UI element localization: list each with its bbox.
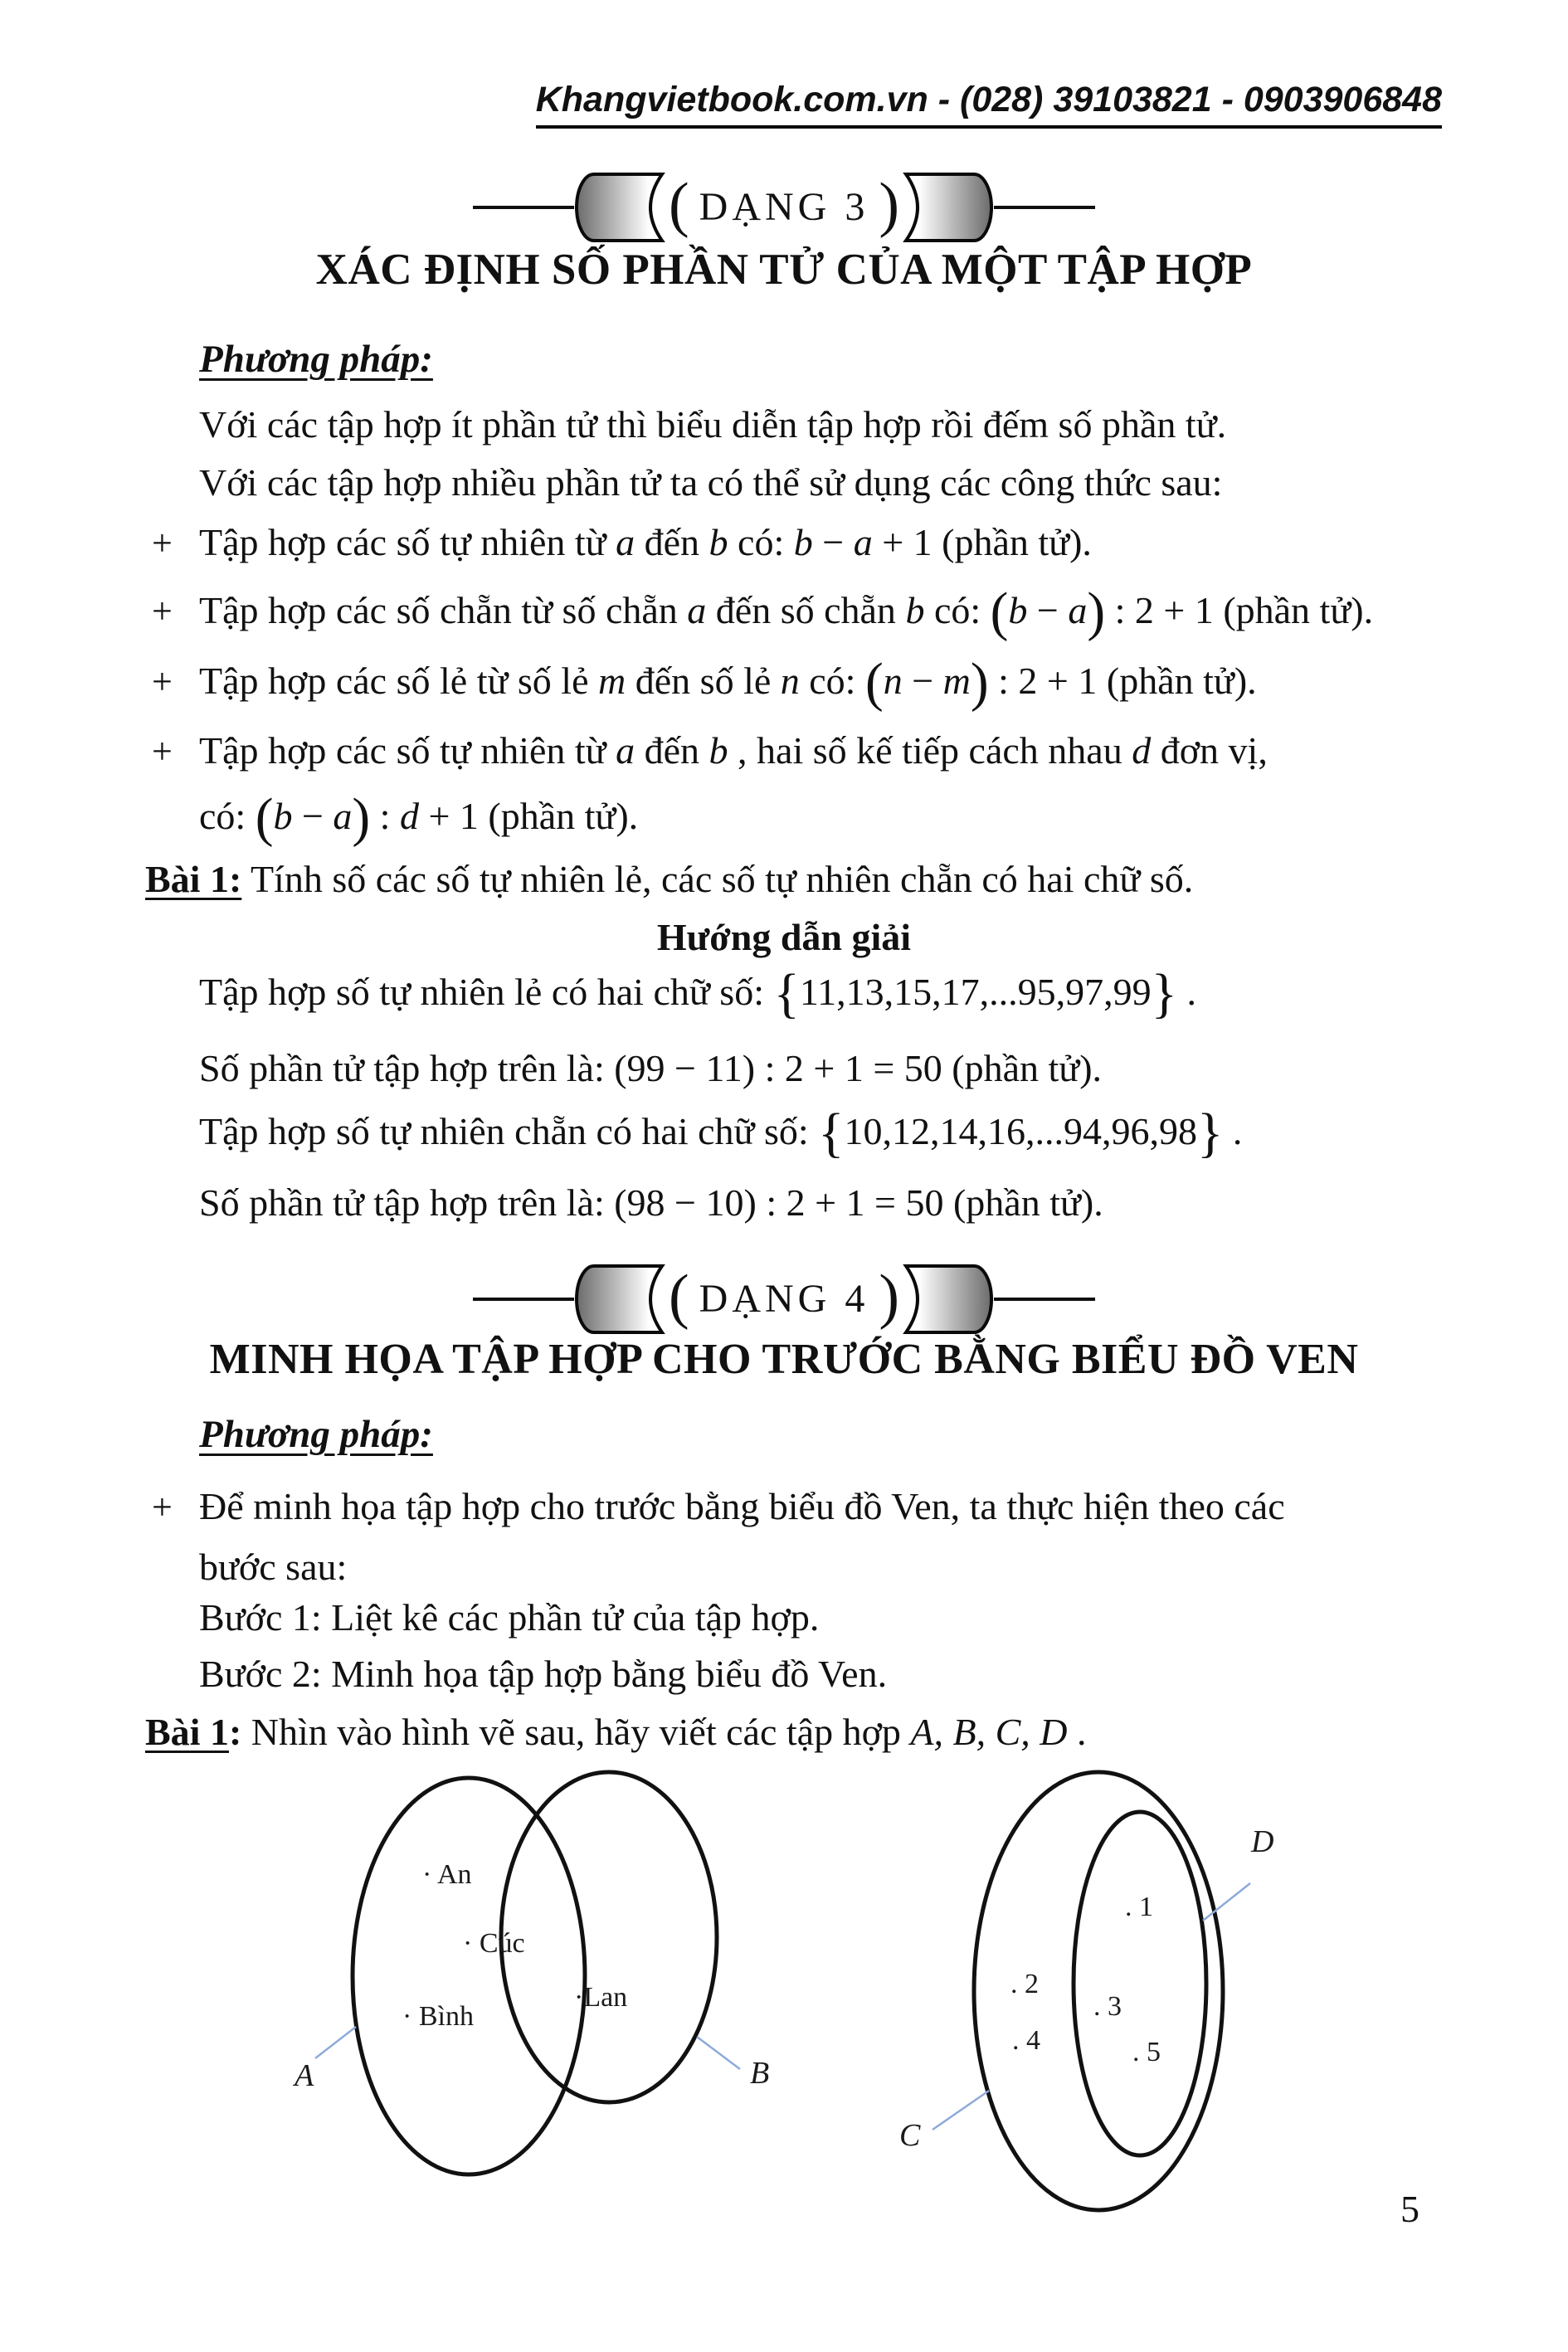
exercise-label: Bài 1: [145,858,242,900]
dang3-intro-line1: Với các tập hợp ít phần tử thì biểu diễn tập hợp rồi đếm số phần tử. [199,403,1227,446]
banner-rule-right [994,1298,1095,1301]
element-1: . 1 [1125,1892,1153,1922]
formula-bullet-1 [152,516,1092,570]
dang4-method-bullet [152,1477,1285,1597]
bullet-text: Tập hợp các số tự nhiên từ a đến b , hai số kế tiếp cách nhau d đơn vị, [199,729,1268,772]
set-b-ellipse [501,1772,717,2102]
set-d-label: D [1251,1824,1274,1859]
banner-rule-left [473,206,574,209]
exercise-text: Tính số các số tự nhiên lẻ, các số tự nhiên chẵn có hai chữ số. [241,858,1194,900]
bullet-marker: + [152,731,173,772]
banner-ribbon-right-icon [901,171,994,244]
set-a-ellipse [353,1778,585,2174]
page-number: 5 [1400,2188,1419,2230]
solution-line-3: Tập hợp số tự nhiên chẵn có hai chữ số: {10,12,14,16,...94,96,98} . [199,1103,1243,1163]
banner-rule-right [994,206,1095,209]
set-c-label: C [899,2118,921,2153]
bullet-line-1 [152,1477,1285,1537]
element-3: . 3 [1093,1991,1122,2022]
bullet-marker: + [152,591,173,631]
label-b-callout-line [697,2037,740,2069]
solution-line-4: Số phần tử tập hợp trên là: (98 − 10) : 2 + 1 = 50 (phần tử). [199,1181,1103,1224]
element-5: . 5 [1132,2037,1161,2067]
dang4-banner [473,1263,1095,1336]
exercise-text: Nhìn vào hình vẽ sau, hãy viết các tập hợp A, B, C, D . [241,1711,1087,1753]
dang3-method-label: Phương pháp: [199,338,433,381]
set-a-label: A [295,2058,314,2093]
element-lan: ·Lan [574,1982,628,2013]
set-d-ellipse [1074,1812,1206,2155]
dang3-exercise-1 [145,853,1193,906]
solution-heading: Hướng dẫn giải [656,916,912,958]
page-header [536,80,1442,129]
dang3-banner-label: DẠNG 3 [699,185,869,229]
formula-bullet-3 [152,652,1257,713]
formula-bullet-2 [152,582,1374,642]
solution-line-2: Số phần tử tập hợp trên là: (99 − 11) : 2 + 1 = 50 (phần tử). [199,1047,1103,1089]
exercise-label: Bài 1 [145,1711,229,1753]
set-b-label: B [750,2056,770,2091]
element-4: . 4 [1012,2025,1040,2056]
dang3-title: XÁC ĐỊNH SỐ PHẦN TỬ CỦA MỘT TẬP HỢP [315,246,1253,294]
element-2: . 2 [1010,1969,1039,1999]
bullet-text: Tập hợp các số chẵn từ số chẵn a đến số chẵn b có: (b − a) : 2 + 1 (phần tử). [199,582,1374,642]
banner-ribbon-left-icon [574,171,667,244]
bullet-text: Tập hợp các số lẻ từ số lẻ m đến số lẻ n có: (n − m) : 2 + 1 (phần tử). [199,652,1257,713]
element-binh: · Bình [402,2001,474,2032]
dang4-title: MINH HỌA TẬP HỢP CHO TRƯỚC BẰNG BIỂU ĐỒ VEN [209,1336,1359,1383]
solution-line-1: Tập hợp số tự nhiên lẻ có hai chữ số: {11,13,15,17,...95,97,99} . [199,963,1197,1024]
element-an: · An [422,1859,472,1890]
label-a-callout-line [315,2027,356,2058]
bullet-line-2: bước sau: [199,1546,348,1588]
dang4-step-1: Bước 1: Liệt kê các phần tử của tập hợp. [199,1596,820,1639]
bullet-text: Tập hợp các số tự nhiên từ a đến b có: b − a + 1 (phần tử). [199,521,1092,563]
bullet-marker: + [152,523,173,563]
element-cuc: · Cúc [463,1928,525,1959]
banner-ribbon-left-icon [574,1263,667,1336]
formula-bullet-4 [152,718,1268,849]
banner-paren-open: ( [669,171,689,239]
bullet-text: Để minh họa tập hợp cho trước bằng biểu đồ Ven, ta thực hiện theo các [199,1485,1285,1527]
header-text: Khangvietbook.com.vn - (028) 39103821 - 0903906848 [535,80,1442,119]
dang4-banner-label: DẠNG 4 [699,1277,869,1321]
banner-ribbon-right-icon [901,1263,994,1336]
banner-paren-close: ) [879,171,899,239]
dang4-step-2: Bước 2: Minh họa tập hợp bằng biểu đồ Ven. [199,1653,888,1695]
bullet-marker: + [152,661,173,702]
dang3-banner [473,171,1095,244]
banner-paren-open: ( [669,1263,689,1331]
venn-diagram-right [879,1751,1344,2248]
banner-paren-close: ) [879,1263,899,1331]
bullet-line-2: có: (b − a) : d + 1 (phần tử). [199,787,639,848]
dang4-method-label: Phương pháp: [199,1413,433,1456]
banner-rule-left [473,1298,574,1301]
dang3-intro-line2: Với các tập hợp nhiều phần tử ta có thể sử dụng các công thức sau: [199,461,1223,504]
exercise-colon: : [228,1711,242,1753]
bullet-marker: + [152,1487,173,1527]
label-c-callout-line [933,2091,989,2130]
bullet-line-1 [152,718,1268,784]
venn-diagram-left [249,1751,830,2232]
